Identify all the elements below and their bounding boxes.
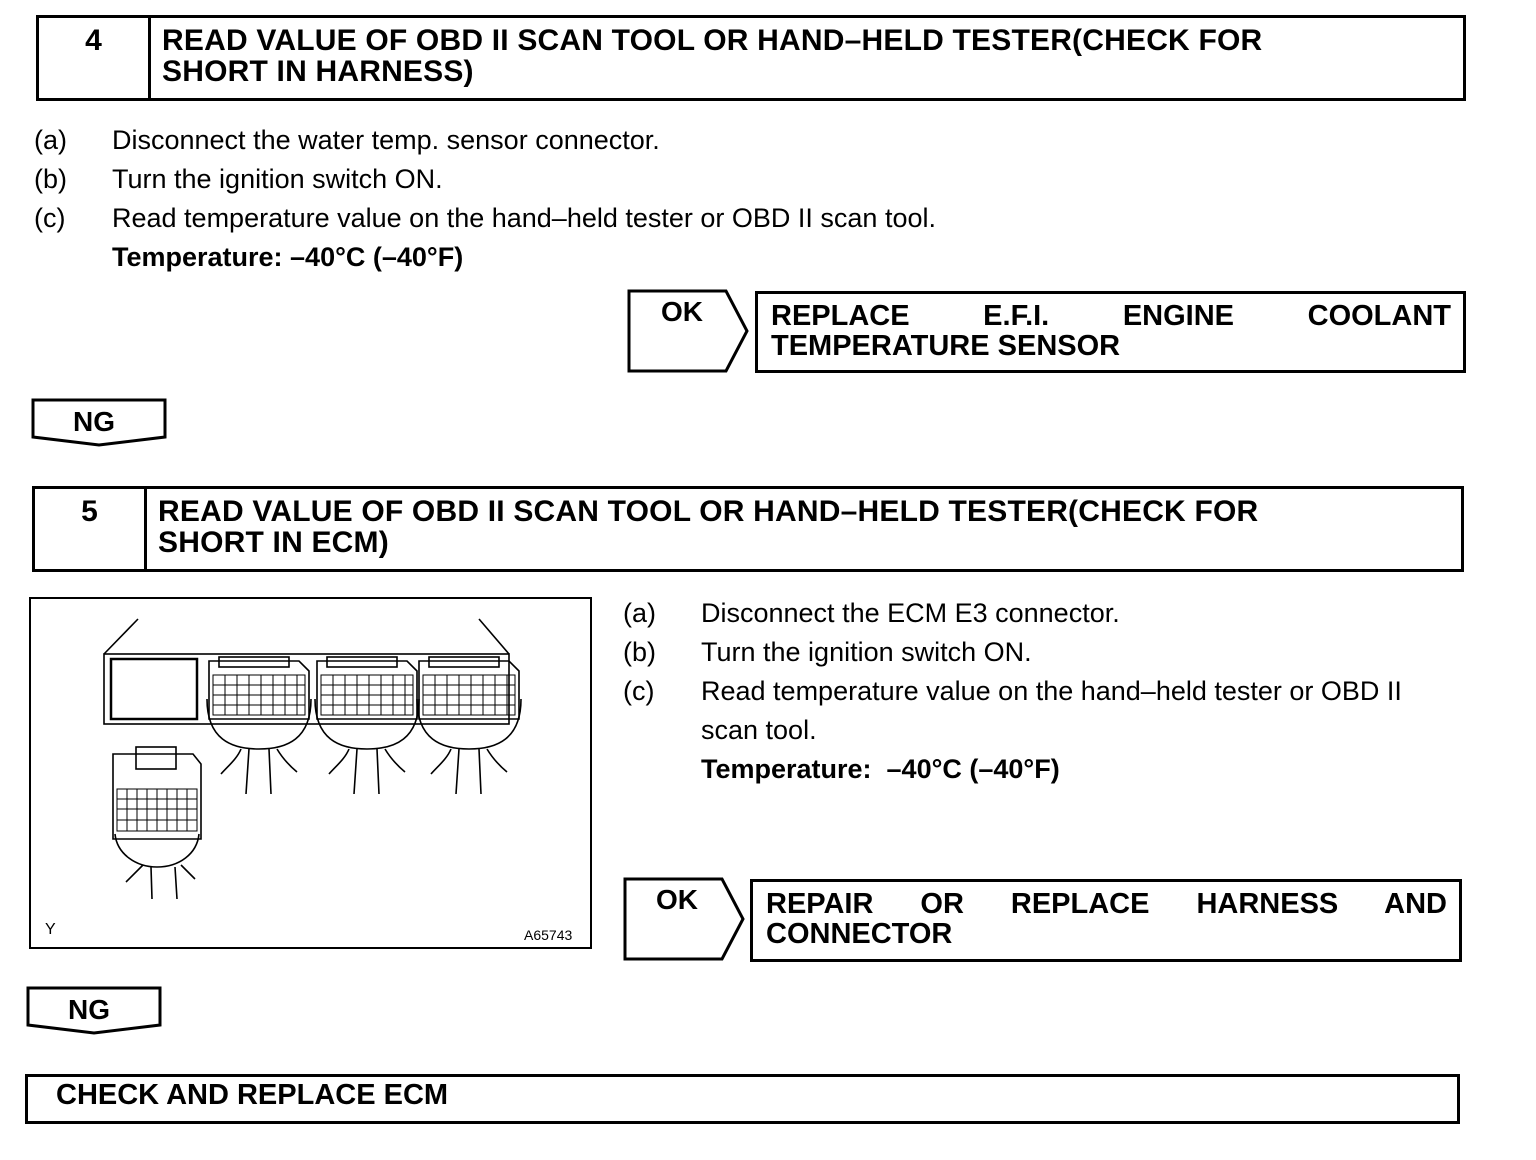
final-action-text: CHECK AND REPLACE ECM [56, 1079, 449, 1111]
step-4-title [151, 18, 1463, 98]
step-5-ok-result-line1: REPAIR OR REPLACE HARNESS AND [766, 888, 1447, 920]
step-5-ok-label: OK [656, 884, 698, 915]
step-4-b-label: (b) [34, 164, 67, 194]
list-item [623, 672, 1465, 750]
step-5-title-line1: READ VALUE OF OBD II SCAN TOOL OR HAND–HELD TESTER(CHECK FOR [158, 495, 1259, 528]
step-5-b-text: Turn the ignition switch ON. [701, 637, 1032, 667]
step-5-a-label: (a) [623, 598, 656, 628]
step-4-ok-label: OK [661, 296, 703, 327]
step-4-ok-result-line1: REPLACE E.F.I. ENGINE COOLANT [771, 300, 1451, 332]
list-item [623, 750, 1465, 789]
step-5-title-line2: SHORT IN ECM) [158, 526, 389, 559]
step-4-number: 4 [39, 18, 151, 98]
step-4-a-text: Disconnect the water temp. sensor connector. [112, 125, 660, 155]
step-4-spec: Temperature: –40°C (–40°F) [112, 242, 464, 272]
step-5-ok-result-line2: CONNECTOR [766, 918, 953, 950]
step-4-a-label: (a) [34, 125, 67, 155]
step-4-ok-result [755, 291, 1466, 373]
step-5-header [32, 486, 1464, 572]
step-5-ng-label: NG [68, 994, 110, 1025]
step-4-ng-label: NG [73, 406, 115, 437]
step-5-a-text: Disconnect the ECM E3 connector. [701, 598, 1120, 628]
step-5-c-label: (c) [623, 676, 655, 706]
step-4-title-line2: SHORT IN HARNESS) [162, 55, 474, 88]
list-item [623, 594, 1465, 633]
step-4-b-text: Turn the ignition switch ON. [112, 164, 443, 194]
list-item [34, 121, 1134, 160]
step-4-title-line1: READ VALUE OF OBD II SCAN TOOL OR HAND–HELD TESTER(CHECK FOR [162, 24, 1263, 57]
step-4-ok-result-line2: TEMPERATURE SENSOR [771, 330, 1121, 362]
list-item [34, 238, 1134, 277]
step-4-header [36, 15, 1466, 101]
ecm-connector-figure [29, 597, 592, 949]
step-4-instructions [34, 121, 1134, 277]
step-5-title [147, 489, 1461, 569]
step-4-c-text: Read temperature value on the hand–held tester or OBD II scan tool. [112, 203, 936, 233]
list-item [623, 633, 1465, 672]
figure-id-label: A65743 [524, 927, 573, 943]
step-5-b-label: (b) [623, 637, 656, 667]
step-5-instructions [623, 594, 1465, 789]
step-5-c-text: Read temperature value on the hand–held tester or OBD II scan tool. [701, 676, 1402, 745]
list-item [34, 160, 1134, 199]
step-5-ok-result [750, 879, 1462, 962]
ecm-connector-illustration [31, 599, 590, 947]
figure-corner-label: Y [45, 921, 56, 938]
step-5-number: 5 [35, 489, 147, 569]
list-item [34, 199, 1134, 238]
final-action-box [25, 1074, 1460, 1124]
step-4-c-label: (c) [34, 203, 66, 233]
step-5-spec: Temperature: –40°C (–40°F) [701, 754, 1060, 784]
